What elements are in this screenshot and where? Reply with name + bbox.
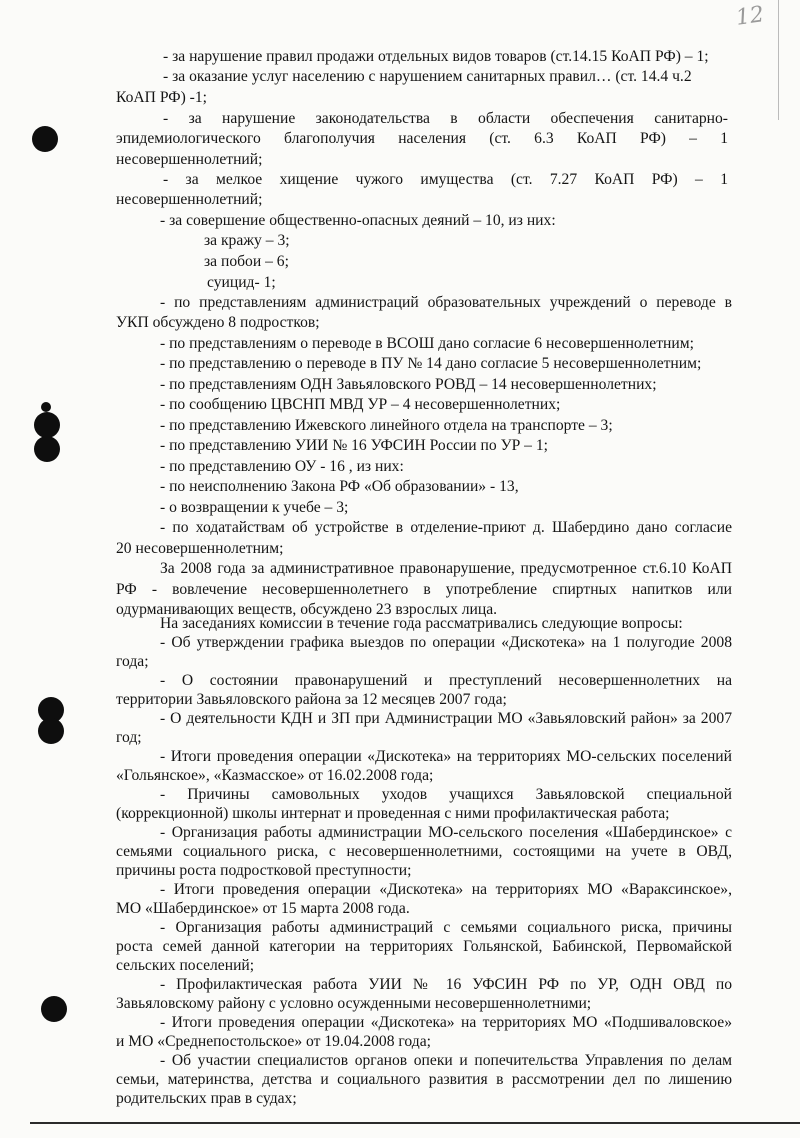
text-line: КоАП РФ) -1; xyxy=(116,89,207,106)
text-line: - Причины самовольных уходов учащихся Завьяловской специальной xyxy=(160,786,732,803)
text-line: - за нарушение законодательства в области обеспечения санитарно- xyxy=(163,110,728,127)
text-line: - за оказание услуг населению с нарушением санитарных правил… (ст. 14.4 ч.2 xyxy=(163,68,692,85)
text-line: роста семей данной категории на территориях Гольянской, Бабинской, Первомайской xyxy=(116,938,732,955)
punch-hole xyxy=(34,412,60,438)
punch-hole xyxy=(34,436,60,462)
text-line: - по представлению о переводе в ПУ № 14 дано согласие 5 несовершеннолетним; xyxy=(160,355,702,372)
text-line: - за совершение общественно-опасных деяний – 10, из них: xyxy=(160,212,556,229)
text-line: суицид- 1; xyxy=(207,274,276,291)
text-line: и МО «Среднепостольское» от 19.04.2008 года; xyxy=(116,1033,431,1050)
text-line: - за нарушение правил продажи отдельных видов товаров (ст.14.15 КоАП РФ) – 1; xyxy=(163,48,709,65)
text-line: - по представлениям администраций образовательных учреждений о переводе в xyxy=(160,294,732,311)
text-line: несовершеннолетний; xyxy=(116,151,263,168)
text-line: (коррекционной) школы интернат и проведенная с ними профилактическая работа; xyxy=(116,805,670,822)
scan-edge-line xyxy=(30,1122,800,1124)
text-line: за кражу – 3; xyxy=(204,232,290,249)
text-line: - по представлению УИИ № 16 УФСИН России по УР – 1; xyxy=(160,437,549,454)
text-line: - Об участии специалистов органов опеки и попечительства Управления по делам xyxy=(160,1052,732,1069)
text-line: причины роста подростковой преступности; xyxy=(116,862,412,879)
text-line: - Организация работы администрации МО-сельского поселения «Шабердинское» с xyxy=(160,824,732,841)
text-line: - по сообщению ЦВСНП МВД УР – 4 несовершеннолетних; xyxy=(160,396,561,413)
text-line: родительских прав в судах; xyxy=(116,1090,297,1107)
page-number: 12 xyxy=(734,2,766,31)
text-line: - по представлениям ОДН Завьяловского РОВД – 14 несовершеннолетних; xyxy=(160,376,657,393)
text-line: - по представлению Ижевского линейного отдела на транспорте – 3; xyxy=(160,417,613,434)
text-line: года; xyxy=(116,653,149,670)
text-line: - Об утверждении графика выездов по операции «Дискотека» на 1 полугодие 2008 xyxy=(160,634,732,651)
text-line: - по ходатайствам об устройстве в отделение-приют д. Шабердино дано согласие xyxy=(160,519,732,536)
text-line: сельских поселений; xyxy=(116,957,255,974)
text-line: - по представлениям о переводе в ВСОШ дано согласие 6 несовершеннолетним; xyxy=(160,335,694,352)
text-line: несовершеннолетний; xyxy=(116,191,263,208)
punch-hole xyxy=(38,718,64,744)
text-line: - Профилактическая работа УИИ № 16 УФСИН РФ по УР, ОДН ОВД по xyxy=(160,976,732,993)
text-line: - Организация работы администраций с семьями социального риска, причины xyxy=(160,919,732,936)
text-line: УКП обсуждено 8 подростков; xyxy=(116,314,320,331)
text-line: - О состоянии правонарушений и преступлений несовершеннолетних на xyxy=(160,672,732,689)
text-line: за побои – 6; xyxy=(204,253,289,270)
scan-edge-right xyxy=(778,0,779,120)
text-line: На заседаниях комиссии в течение года рассматривались следующие вопросы: xyxy=(160,615,683,632)
text-line: МО «Шабердинское» от 15 марта 2008 года. xyxy=(116,900,410,917)
punch-hole xyxy=(41,996,67,1022)
punch-hole xyxy=(32,126,58,152)
text-line: год; xyxy=(116,729,142,746)
text-line: - Итоги проведения операции «Дискотека» на территориях МО «Вараксинское», xyxy=(160,881,732,898)
text-line: 20 несовершеннолетним; xyxy=(116,540,284,557)
text-line: - О деятельности КДН и ЗП при Администрации МО «Завьяловский район» за 2007 xyxy=(160,710,732,727)
punch-hole-mark xyxy=(41,402,51,412)
text-line: - Итоги проведения операции «Дискотека» на территориях МО-сельских поселений xyxy=(160,748,732,765)
text-line: семьями социального риска, с несовершеннолетними, состоящими на учете в ОВД, xyxy=(116,843,732,860)
text-line: эпидемиологического благополучия населения (ст. 6.3 КоАП РФ) – 1 xyxy=(116,130,728,147)
text-line: «Гольянское», «Казмасское» от 16.02.2008 года; xyxy=(116,767,434,784)
text-line: Завьяловскому району с условно осужденными несовершеннолетними; xyxy=(116,995,592,1012)
text-line: - по представлению ОУ - 16 , из них: xyxy=(160,458,404,475)
text-line: одурманивающих веществ, обсуждено 23 взрослых лица. xyxy=(116,601,498,618)
text-line: территории Завьяловского района за 12 месяцев 2007 года; xyxy=(116,691,507,708)
text-line: - о возвращении к учебе – 3; xyxy=(160,499,349,516)
text-line: - по неисполнению Закона РФ «Об образовании» - 13, xyxy=(160,478,519,495)
text-line: РФ - вовлечение несовершеннолетнего в употребление спиртных напитков или xyxy=(116,581,732,598)
text-line: - Итоги проведения операции «Дискотека» на территориях МО «Подшиваловское» xyxy=(160,1014,732,1031)
text-line: семьи, материнства, детства и социального развития в рассмотрении дел по лишению xyxy=(116,1071,732,1088)
text-line: За 2008 года за административное правонарушение, предусмотренное ст.6.10 КоАП xyxy=(160,560,732,577)
text-line: - за мелкое хищение чужого имущества (ст. 7.27 КоАП РФ) – 1 xyxy=(163,171,728,188)
